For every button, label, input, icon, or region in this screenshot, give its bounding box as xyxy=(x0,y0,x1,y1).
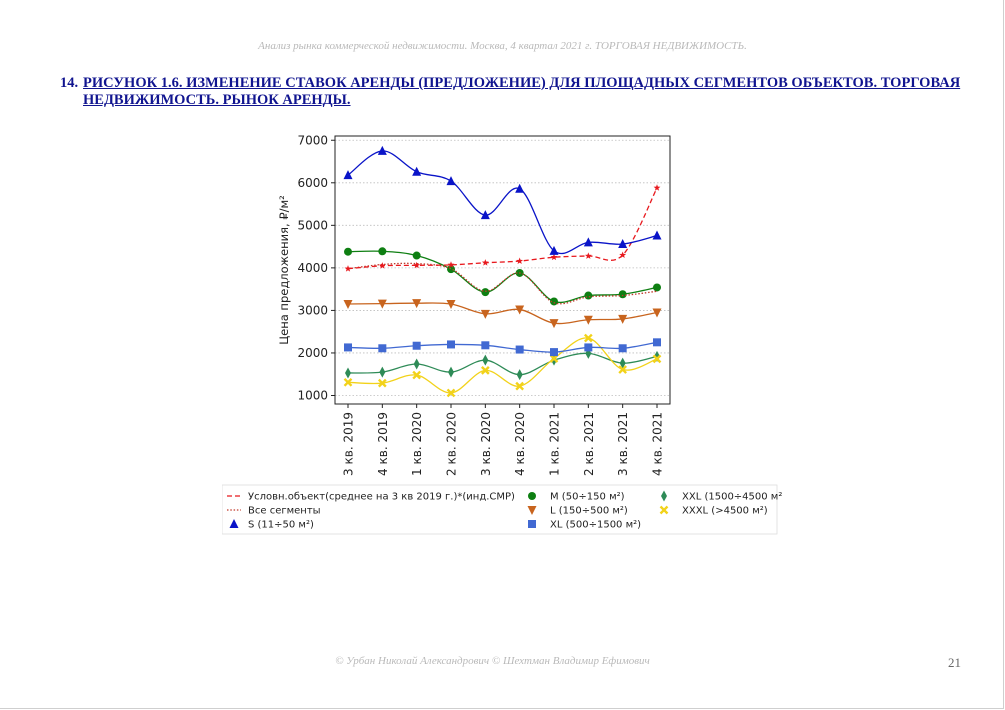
data-point xyxy=(447,340,455,348)
legend-label: Условн.объект(среднее на 3 кв 2019 г.)*(инд.СМР) xyxy=(248,491,515,503)
legend-item xyxy=(227,492,515,503)
data-point xyxy=(481,288,489,296)
y-tick-label: 7000 xyxy=(297,133,328,148)
footer-authors: © Урбан Николай Александрович © Шехтман Владимир Ефимович xyxy=(335,655,650,667)
data-point xyxy=(619,344,627,352)
legend-label: L (150÷500 м²) xyxy=(550,505,628,517)
data-point xyxy=(653,283,661,291)
series-5 xyxy=(344,338,661,356)
series-line xyxy=(348,353,657,374)
series-7 xyxy=(345,335,661,397)
series-2 xyxy=(344,146,662,255)
series-1 xyxy=(348,263,657,303)
series-0 xyxy=(345,184,661,271)
data-point xyxy=(482,355,488,366)
data-point xyxy=(654,184,661,191)
data-point xyxy=(528,492,536,500)
y-tick-label: 3000 xyxy=(297,303,328,318)
data-point xyxy=(344,170,353,179)
data-point xyxy=(517,369,523,380)
data-point xyxy=(378,247,386,255)
x-tick-label: 3 кв. 2019 xyxy=(341,412,356,476)
data-point xyxy=(653,231,662,240)
data-point xyxy=(413,262,420,269)
data-point xyxy=(345,367,351,378)
x-tick-label: 4 кв. 2019 xyxy=(375,412,390,476)
data-point xyxy=(378,146,387,155)
x-tick-label: 3 кв. 2020 xyxy=(478,412,493,476)
data-point xyxy=(619,290,627,298)
data-point xyxy=(481,341,489,349)
data-point xyxy=(345,265,352,272)
data-point xyxy=(585,252,592,259)
x-tick-label: 3 кв. 2021 xyxy=(616,412,631,476)
legend-label: XXL (1500÷4500 м² xyxy=(682,491,782,503)
y-axis-label: Цена предложения, ₽/м² xyxy=(277,195,291,345)
data-point xyxy=(413,342,421,350)
x-tick-label: 2 кв. 2021 xyxy=(581,412,596,476)
data-point xyxy=(584,292,592,300)
page-number: 21 xyxy=(948,655,961,670)
data-point xyxy=(412,167,421,176)
legend-label: S (11÷50 м²) xyxy=(248,519,314,531)
x-tick-label: 1 кв. 2021 xyxy=(547,412,562,476)
series-line xyxy=(348,342,657,352)
y-tick-label: 2000 xyxy=(297,345,328,360)
series-line xyxy=(348,303,657,324)
data-point xyxy=(413,252,421,260)
data-point xyxy=(516,346,524,354)
data-point xyxy=(584,343,592,351)
plot-frame xyxy=(335,136,670,404)
series-line xyxy=(348,338,657,393)
figure-number: 14. xyxy=(60,75,79,91)
series-line xyxy=(348,263,657,303)
chart-series xyxy=(344,146,662,397)
data-point xyxy=(516,257,523,264)
data-point xyxy=(379,367,385,378)
legend-label: M (50÷150 м²) xyxy=(550,491,625,503)
y-tick-label: 6000 xyxy=(297,175,328,190)
data-point xyxy=(344,248,352,256)
data-point xyxy=(528,520,536,528)
data-point xyxy=(653,338,661,346)
series-line xyxy=(348,251,657,302)
data-point xyxy=(378,344,386,352)
x-tick-label: 4 кв. 2020 xyxy=(513,412,528,476)
y-tick-label: 4000 xyxy=(297,260,328,275)
data-point xyxy=(550,348,558,356)
x-tick-label: 4 кв. 2021 xyxy=(650,412,665,476)
data-point xyxy=(482,259,489,266)
data-point xyxy=(448,367,454,378)
y-axis-ticks xyxy=(297,133,335,402)
y-tick-label: 5000 xyxy=(297,218,328,233)
running-header: Анализ рынка коммерческой недвижимости. Москва, 4 квартал 2021 г. ТОРГОВАЯ НЕДВИЖИМОСТЬ. xyxy=(258,40,747,52)
y-tick-label: 1000 xyxy=(297,388,328,403)
data-point xyxy=(447,176,456,185)
data-point xyxy=(414,359,420,370)
legend-label: XL (500÷1500 м²) xyxy=(550,519,642,531)
rent-rate-chart xyxy=(222,124,782,539)
series-3 xyxy=(344,247,661,305)
x-tick-label: 2 кв. 2020 xyxy=(444,412,459,476)
figure-caption: РИСУНОК 1.6. ИЗМЕНЕНИЕ СТАВОК АРЕНДЫ (ПРЕДЛОЖЕНИЕ) ДЛЯ ПЛОЩАДНЫХ СЕГМЕНТОВ ОБЪЕКТОВ. ТОРГОВАЯ НЕДВИЖИМОСТЬ. РЫНОК АРЕНДЫ. xyxy=(83,75,961,108)
data-point xyxy=(344,343,352,351)
series-line xyxy=(348,151,657,254)
series-4 xyxy=(344,299,662,328)
chart-legend xyxy=(222,485,782,534)
x-axis-ticks xyxy=(342,404,665,476)
legend-label: Все сегменты xyxy=(248,505,321,517)
legend-label: XXXL (>4500 м²) xyxy=(682,505,768,517)
x-tick-label: 1 кв. 2020 xyxy=(410,412,425,476)
chart-grid xyxy=(335,140,670,395)
